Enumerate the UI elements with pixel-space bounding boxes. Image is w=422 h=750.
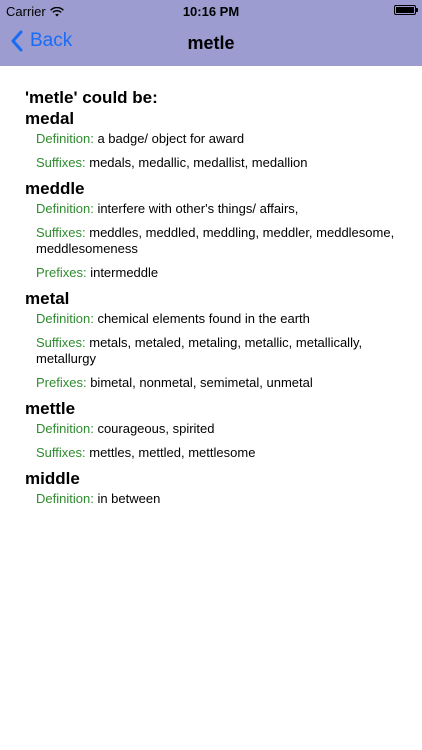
suffixes-value: mettles, mettled, mettlesome [89,445,256,460]
suffixes-value: metals, metaled, metaling, metallic, metallically, metallurgy [36,335,363,366]
back-label: Back [30,30,73,51]
definition-value: courageous, spirited [97,421,215,436]
carrier-label: Carrier [6,4,46,19]
suffixes-line [36,155,405,171]
prefixes-label: Prefixes: [36,375,87,390]
definition-line [36,311,405,327]
definition-line [36,421,405,437]
suffixes-line [36,335,405,367]
definition-label: Definition: [36,201,94,216]
prefixes-line [36,265,405,281]
clock: 10:16 PM [182,4,240,19]
entry-word[interactable]: middle [25,469,80,488]
prefixes-value: bimetal, nonmetal, semimetal, unmetal [90,375,313,390]
entry-word[interactable]: metal [25,289,70,308]
definition-value: in between [97,491,161,506]
navigation-bar [0,22,422,66]
definition-line [36,131,405,147]
definition-line [36,491,405,507]
suffixes-label: Suffixes: [36,335,86,350]
status-bar [0,0,422,22]
prefixes-value: intermeddle [90,265,159,280]
suffixes-line [36,225,405,257]
definition-value: a badge/ object for award [97,131,245,146]
definition-label: Definition: [36,131,94,146]
definition-line [36,201,405,217]
suffixes-value: medals, medallic, medallist, medallion [89,155,308,170]
definition-label: Definition: [36,311,94,326]
definition-value: chemical elements found in the earth [97,311,310,326]
suffixes-label: Suffixes: [36,445,86,460]
definition-label: Definition: [36,491,94,506]
word-entry [25,399,405,461]
results-heading: 'metle' could be: [25,88,158,107]
entry-word[interactable]: meddle [25,179,85,198]
top-bar [0,0,422,66]
entry-word[interactable]: medal [25,109,75,128]
suffixes-line [36,445,405,461]
prefixes-line [36,375,405,391]
suffixes-label: Suffixes: [36,225,86,240]
definition-label: Definition: [36,421,94,436]
entries-container [25,109,405,507]
page-title: metle [187,33,235,53]
word-entry [25,109,405,171]
suffixes-label: Suffixes: [36,155,86,170]
word-entry [25,469,405,507]
prefixes-label: Prefixes: [36,265,87,280]
word-entry [25,289,405,391]
battery-icon [394,5,416,15]
suffixes-value: meddles, meddled, meddling, meddler, meddlesome, meddlesomeness [36,225,395,256]
definition-value: interfere with other's things/ affairs, [97,201,299,216]
entry-word[interactable]: mettle [25,399,76,418]
word-entry [25,179,405,281]
results-list [25,88,405,515]
